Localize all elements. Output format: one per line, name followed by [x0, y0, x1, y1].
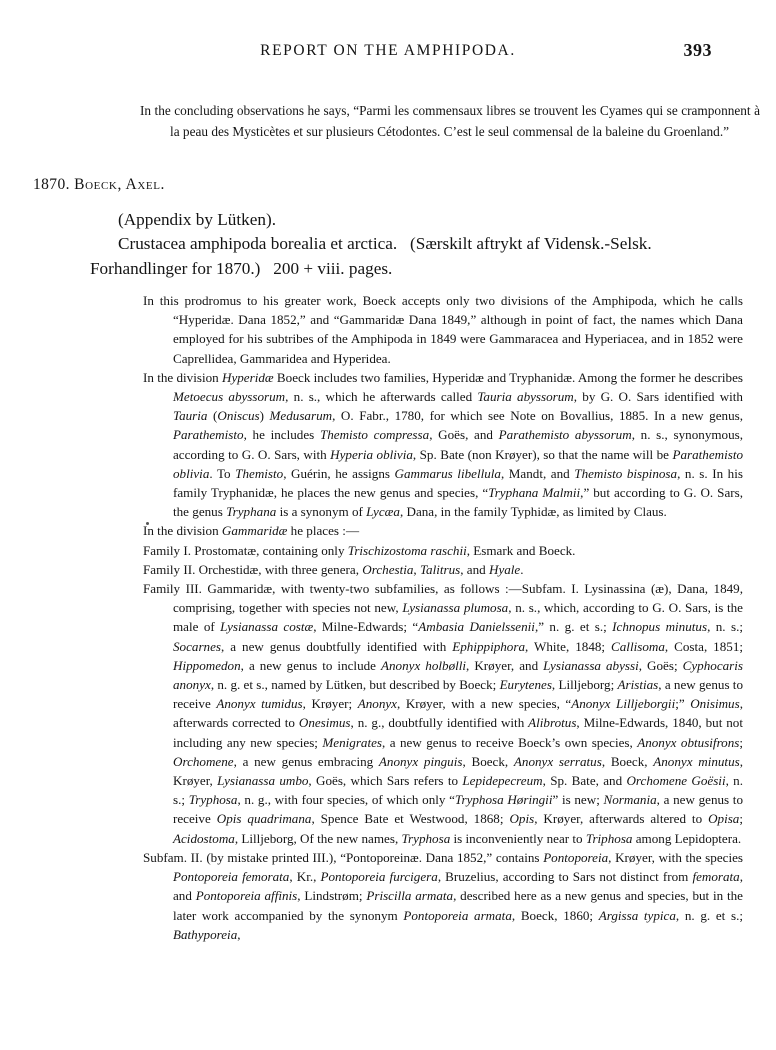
entry-year: 1870.	[33, 176, 70, 193]
entry-author: Boeck, Axel.	[74, 176, 165, 193]
paragraph-gammaridae-division: In the division Gammaridæ he places :—	[143, 523, 360, 539]
paragraph-family-1: Family I. Prostomatæ, containing only Trischizostoma raschii, Esmark and Boeck.	[143, 542, 576, 558]
quoted-observation: In the concluding observations he says, “Parmi les commensaux libres se trouvent les Cyames qui se cramponnent à la peau des Mysticètes et sur plusieurs Cétodontes. C’est le seul commensal de la baleine du Groenland.”	[140, 103, 760, 139]
paragraph-subfamily-2: Subfam. II. (by mistake printed III.), “Pontoporeinæ. Dana 1852,” contains Pontoporeia, Krøyer, with the species Pontoporeia femorata, Kr., Pontoporeia furcigera, Bruzelius, according to Sars not distinct from femorata, and Pontoporeia affinis, Lindstrøm; Priscilla armata, described here as a new genus and species, but in the later work accompanied by the synonym Pontoporeia armata, Boeck, 1860; Argissa typica, n. g. et s.; Bathyporeia,	[143, 849, 743, 942]
work-title-line-1: Crustacea amphipoda borealia et arctica. (Særskilt aftrykt af Vidensk.-Selsk.	[118, 234, 652, 253]
paragraph-hyperidae: In the division Hyperidæ Boeck includes two families, Hyperidæ and Tryphanidæ. Among the former he describes Metoecus abyssorum, n. s., which he afterwards called Tauria abyssorum, by G. O. Sars identified with Tauria (Oniscus) Medusarum, O. Fabr., 1780, for which see Note on Bovallius, 1885. In a new genus, Parathemisto, he includes Themisto compressa, Goës, and Parathemisto abyssorum, n. s., synonymous, according to G. O. Sars, with Hyperia oblivia, Sp. Bate (non Krøyer), so that the name will be Parathemisto oblivia. To Themisto, Guérin, he assigns Gammarus libellula, Mandt, and Themisto bispinosa, n. s. In his family Tryphanidæ, he places the new genus and species, “Tryphana Malmii,” but according to G. O. Sars, the genus Tryphana is a synonym of Lycæa, Dana, in the family Typhidæ, as limited by Claus.	[143, 369, 744, 520]
page-number: 393	[683, 40, 712, 60]
running-title: REPORT ON THE AMPHIPODA.	[260, 42, 516, 59]
paragraph-family-3: Family III. Gammaridæ, with twenty-two subfamilies, as follows :—Subfam. I. Lysinassina (æ), Dana, 1849, comprising, together with species not new, Lysianassa plumosa, n. s., which, according to G. O. Sars, is the male of Lysianassa costæ, Milne-Edwards; “Ambasia Danielssenii,” n. g. et s.; Ichnopus minutus, n. s.; Socarnes, a new genus doubtfully identified with Ephippiphora, White, 1848; Callisoma, Costa, 1851; Hippomedon, a new genus to include Anonyx holbølli, Krøyer, and Lysianassa abyssi, Goës; Cyphocaris anonyx, n. g. et s., named by Lütken, but described by Boeck; Eurytenes, Lilljeborg; Aristias, a new genus to receive Anonyx tumidus, Krøyer; Anonyx, Krøyer, with a new species, “Anonyx Lilljeborgii;” Onisimus, afterwards corrected to Onesimus, n. g., doubtfully identified with Alibrotus, Milne-Edwards, 1840, but not including any new species; Menigrates, a new genus to receive Boeck’s own species, Anonyx obtusifrons; Orchomene, a new genus embracing Anonyx pinguis, Boeck, Anonyx serratus, Boeck, Anonyx minutus, Krøyer, Lysianassa umbo, Goës, which Sars refers to Lepidepecreum, Sp. Bate, and Orchomene Goësii, n. s.; Tryphosa, n. g., with four species, of which only “Tryphosa Høringii” is new; Normania, a new genus to receive Opis quadrimana, Spence Bate et Westwood, 1868; Opis, Krøyer, afterwards altered to Opisa; Acidostoma, Lilljeborg, Of the new names, Tryphosa is inconveniently near to Triphosa among Lepidoptera.	[143, 581, 744, 846]
paragraph-family-2: Family II. Orchestidæ, with three genera, Orchestia, Talitrus, and Hyale.	[143, 561, 524, 577]
work-title-line-2: Forhandlinger for 1870.) 200 + viii. pages.	[90, 258, 393, 278]
bibliography-entry-heading	[33, 176, 165, 194]
paragraph-prodromus: In this prodromus to his greater work, Boeck accepts only two divisions of the Amphipoda, which he calls “Hyperidæ. Dana 1852,” and “Gammaridæ Dana 1849,” although in point of fact, the names which Dana employed for his subtribes of the Amphipoda in 1849 were Gammaracea and Hyperiacea, and in 1852 were Caprellidea, Gammaridea and Hyperidea.	[143, 293, 743, 366]
entry-appendix-note: (Appendix by Lütken).	[118, 210, 276, 229]
commentary-body	[143, 291, 743, 944]
entry-work-title	[90, 232, 742, 281]
